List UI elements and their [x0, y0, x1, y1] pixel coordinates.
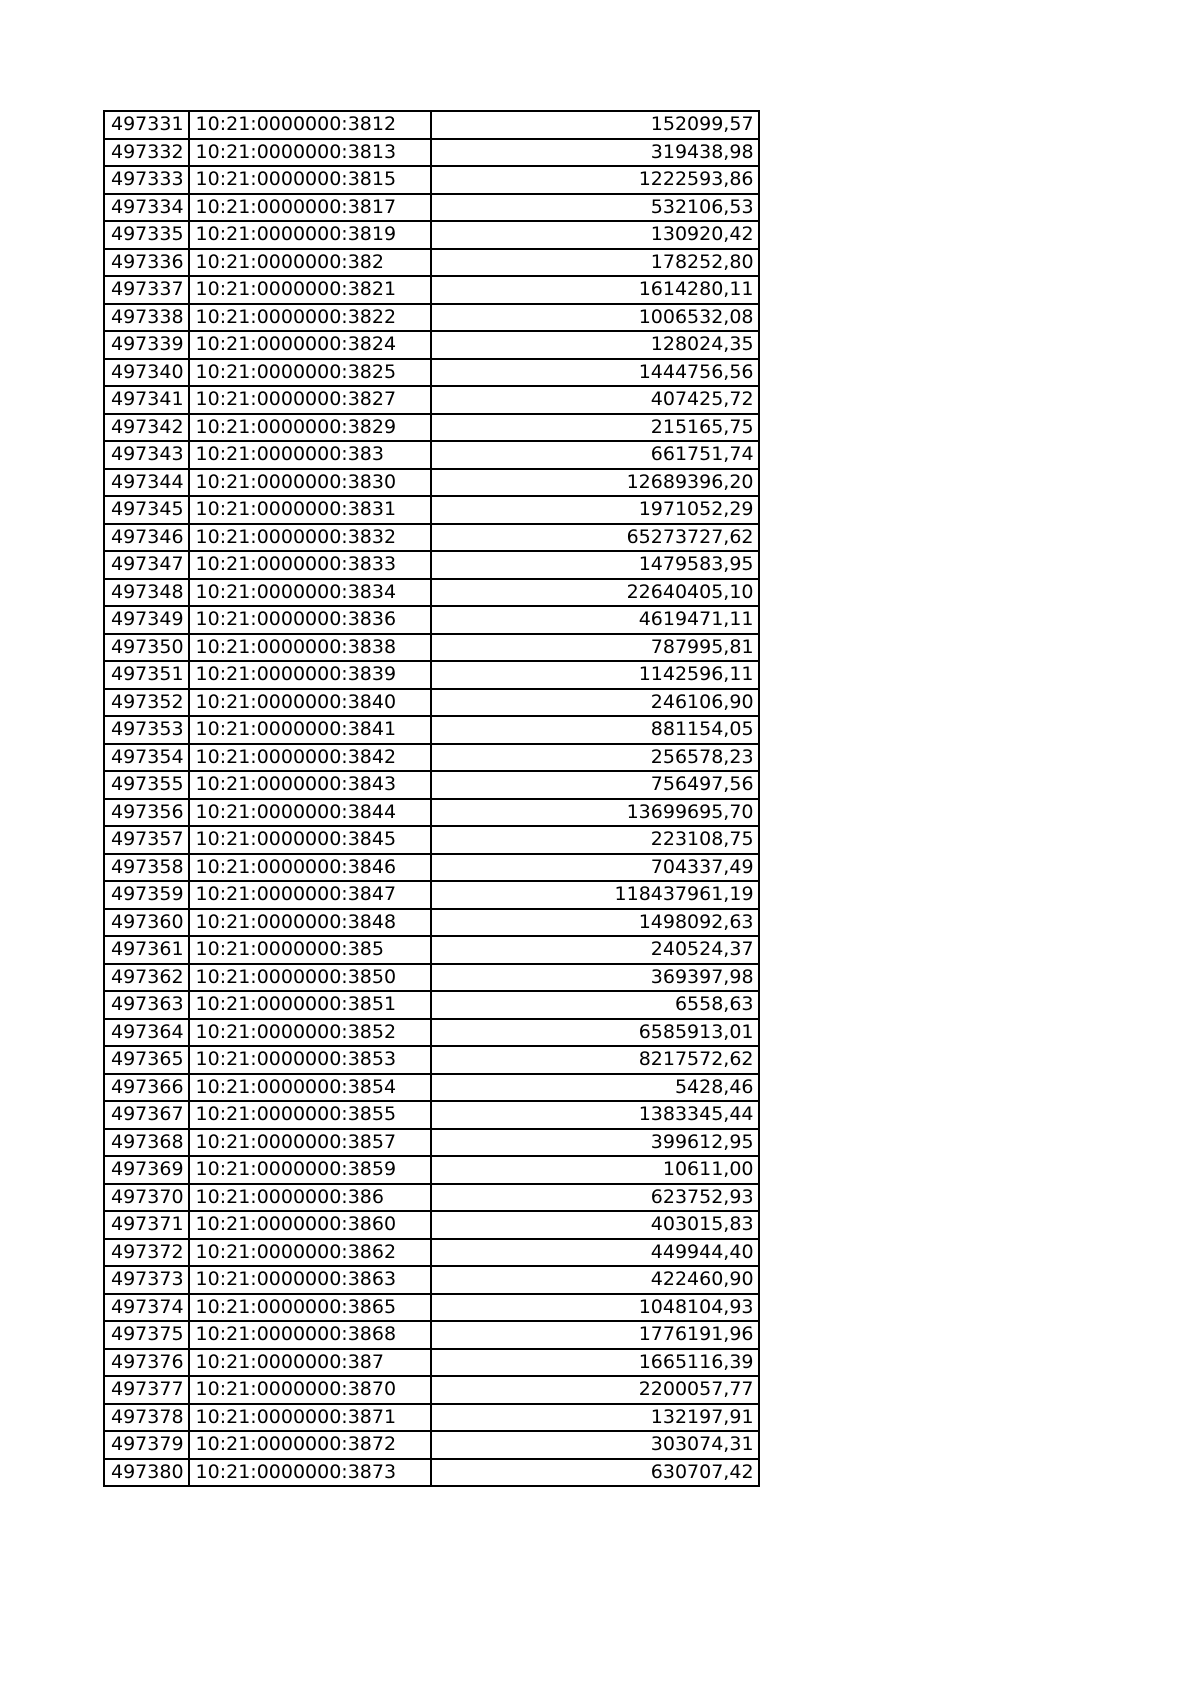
row-number-cell: 497370: [104, 1184, 189, 1212]
table-row: [104, 716, 759, 744]
cadastral-number-cell: 10:21:0000000:3842: [189, 744, 431, 772]
cadastral-value-cell: 1006532,08: [431, 304, 759, 332]
cadastral-value-cell: 240524,37: [431, 936, 759, 964]
row-number-cell: 497341: [104, 386, 189, 414]
cadastral-number-cell: 10:21:0000000:3847: [189, 881, 431, 909]
table-row: [104, 221, 759, 249]
cadastral-number-cell: 10:21:0000000:3829: [189, 414, 431, 442]
row-number-cell: 497347: [104, 551, 189, 579]
cadastral-number-cell: 10:21:0000000:3825: [189, 359, 431, 387]
cadastral-number-cell: 10:21:0000000:3831: [189, 496, 431, 524]
table-row: [104, 359, 759, 387]
row-number-cell: 497361: [104, 936, 189, 964]
cadastral-number-cell: 10:21:0000000:3840: [189, 689, 431, 717]
row-number-cell: 497334: [104, 194, 189, 222]
table-row: [104, 386, 759, 414]
row-number-cell: 497360: [104, 909, 189, 937]
table-row: [104, 276, 759, 304]
cadastral-number-cell: 10:21:0000000:3852: [189, 1019, 431, 1047]
cadastral-number-cell: 10:21:0000000:3870: [189, 1376, 431, 1404]
cadastral-value-cell: 1048104,93: [431, 1294, 759, 1322]
cadastral-value-cell: 5428,46: [431, 1074, 759, 1102]
cadastral-value-cell: 2200057,77: [431, 1376, 759, 1404]
row-number-cell: 497375: [104, 1321, 189, 1349]
cadastral-number-cell: 10:21:0000000:3873: [189, 1459, 431, 1487]
row-number-cell: 497378: [104, 1404, 189, 1432]
table-row: [104, 689, 759, 717]
cadastral-value-cell: 130920,42: [431, 221, 759, 249]
table-row: [104, 139, 759, 167]
cadastral-value-cell: 1614280,11: [431, 276, 759, 304]
cadastral-number-cell: 10:21:0000000:382: [189, 249, 431, 277]
cadastral-value-cell: 1383345,44: [431, 1101, 759, 1129]
cadastral-number-cell: 10:21:0000000:3872: [189, 1431, 431, 1459]
table-row: [104, 166, 759, 194]
table-row: [104, 909, 759, 937]
cadastral-number-cell: 10:21:0000000:3817: [189, 194, 431, 222]
row-number-cell: 497363: [104, 991, 189, 1019]
cadastral-value-cell: 1971052,29: [431, 496, 759, 524]
cadastral-number-cell: 10:21:0000000:3845: [189, 826, 431, 854]
cadastral-value-cell: 407425,72: [431, 386, 759, 414]
table-row: [104, 1294, 759, 1322]
row-number-cell: 497353: [104, 716, 189, 744]
cadastral-value-cell: 1444756,56: [431, 359, 759, 387]
cadastral-number-cell: 10:21:0000000:3853: [189, 1046, 431, 1074]
cadastral-number-cell: 10:21:0000000:3841: [189, 716, 431, 744]
cadastral-value-cell: 4619471,11: [431, 606, 759, 634]
table-row: [104, 771, 759, 799]
row-number-cell: 497362: [104, 964, 189, 992]
row-number-cell: 497336: [104, 249, 189, 277]
row-number-cell: 497374: [104, 1294, 189, 1322]
cadastral-number-cell: 10:21:0000000:387: [189, 1349, 431, 1377]
cadastral-value-cell: 303074,31: [431, 1431, 759, 1459]
cadastral-number-cell: 10:21:0000000:3860: [189, 1211, 431, 1239]
table-row: [104, 194, 759, 222]
cadastral-number-cell: 10:21:0000000:3827: [189, 386, 431, 414]
table-row: [104, 1129, 759, 1157]
table-row: [104, 606, 759, 634]
cadastral-number-cell: 10:21:0000000:3813: [189, 139, 431, 167]
cadastral-value-cell: 399612,95: [431, 1129, 759, 1157]
cadastral-number-cell: 10:21:0000000:3862: [189, 1239, 431, 1267]
table-row: [104, 249, 759, 277]
cadastral-number-cell: 10:21:0000000:3854: [189, 1074, 431, 1102]
cadastral-value-cell: 403015,83: [431, 1211, 759, 1239]
table-row: [104, 1211, 759, 1239]
row-number-cell: 497337: [104, 276, 189, 304]
row-number-cell: 497367: [104, 1101, 189, 1129]
table-row: [104, 661, 759, 689]
row-number-cell: 497343: [104, 441, 189, 469]
cadastral-number-cell: 10:21:0000000:3838: [189, 634, 431, 662]
row-number-cell: 497332: [104, 139, 189, 167]
cadastral-number-cell: 10:21:0000000:3822: [189, 304, 431, 332]
cadastral-value-cell: 6585913,01: [431, 1019, 759, 1047]
table-row: [104, 854, 759, 882]
table-row: [104, 1074, 759, 1102]
cadastral-value-cell: 132197,91: [431, 1404, 759, 1432]
cadastral-number-cell: 10:21:0000000:3851: [189, 991, 431, 1019]
cadastral-number-cell: 10:21:0000000:3819: [189, 221, 431, 249]
table-row: [104, 1459, 759, 1487]
cadastral-value-cell: 369397,98: [431, 964, 759, 992]
table-row: [104, 936, 759, 964]
table-row: [104, 551, 759, 579]
cadastral-value-cell: 12689396,20: [431, 469, 759, 497]
cadastral-value-cell: 623752,93: [431, 1184, 759, 1212]
row-number-cell: 497333: [104, 166, 189, 194]
cadastral-number-cell: 10:21:0000000:385: [189, 936, 431, 964]
cadastral-value-cell: 704337,49: [431, 854, 759, 882]
table-row: [104, 579, 759, 607]
cadastral-number-cell: 10:21:0000000:3863: [189, 1266, 431, 1294]
table-row: [104, 881, 759, 909]
cadastral-number-cell: 10:21:0000000:3850: [189, 964, 431, 992]
row-number-cell: 497379: [104, 1431, 189, 1459]
cadastral-value-cell: 319438,98: [431, 139, 759, 167]
cadastral-value-cell: 128024,35: [431, 331, 759, 359]
table-row: [104, 1019, 759, 1047]
table-row: [104, 1184, 759, 1212]
table-row: [104, 1404, 759, 1432]
cadastral-value-cell: 449944,40: [431, 1239, 759, 1267]
row-number-cell: 497349: [104, 606, 189, 634]
table-row: [104, 441, 759, 469]
cadastral-value-cell: 630707,42: [431, 1459, 759, 1487]
table-row: [104, 304, 759, 332]
row-number-cell: 497369: [104, 1156, 189, 1184]
table-row: [104, 1101, 759, 1129]
cadastral-number-cell: 10:21:0000000:3857: [189, 1129, 431, 1157]
cadastral-value-cell: 6558,63: [431, 991, 759, 1019]
cadastral-number-cell: 10:21:0000000:3865: [189, 1294, 431, 1322]
cadastral-number-cell: 10:21:0000000:3815: [189, 166, 431, 194]
row-number-cell: 497352: [104, 689, 189, 717]
cadastral-value-cell: 532106,53: [431, 194, 759, 222]
cadastral-number-cell: 10:21:0000000:3868: [189, 1321, 431, 1349]
row-number-cell: 497331: [104, 111, 189, 139]
cadastral-number-cell: 10:21:0000000:3824: [189, 331, 431, 359]
table-row: [104, 799, 759, 827]
row-number-cell: 497373: [104, 1266, 189, 1294]
cadastral-value-cell: 246106,90: [431, 689, 759, 717]
row-number-cell: 497366: [104, 1074, 189, 1102]
table-row: [104, 1431, 759, 1459]
row-number-cell: 497371: [104, 1211, 189, 1239]
table-row: [104, 469, 759, 497]
cadastral-number-cell: 10:21:0000000:3836: [189, 606, 431, 634]
cadastral-value-cell: 1479583,95: [431, 551, 759, 579]
cadastral-number-cell: 10:21:0000000:3844: [189, 799, 431, 827]
cadastral-value-cell: 22640405,10: [431, 579, 759, 607]
cadastral-value-cell: 661751,74: [431, 441, 759, 469]
cadastral-value-cell: 787995,81: [431, 634, 759, 662]
row-number-cell: 497339: [104, 331, 189, 359]
row-number-cell: 497376: [104, 1349, 189, 1377]
cadastral-value-cell: 223108,75: [431, 826, 759, 854]
cadastral-value-cell: 65273727,62: [431, 524, 759, 552]
table-row: [104, 496, 759, 524]
cadastral-number-cell: 10:21:0000000:3848: [189, 909, 431, 937]
table-row: [104, 111, 759, 139]
table-row: [104, 1266, 759, 1294]
cadastral-number-cell: 10:21:0000000:3830: [189, 469, 431, 497]
row-number-cell: 497364: [104, 1019, 189, 1047]
cadastral-number-cell: 10:21:0000000:3871: [189, 1404, 431, 1432]
cadastral-value-cell: 256578,23: [431, 744, 759, 772]
table-row: [104, 524, 759, 552]
cadastral-value-cell: 1222593,86: [431, 166, 759, 194]
cadastral-number-cell: 10:21:0000000:383: [189, 441, 431, 469]
cadastral-number-cell: 10:21:0000000:3832: [189, 524, 431, 552]
cadastral-number-cell: 10:21:0000000:3846: [189, 854, 431, 882]
cadastral-value-cell: 1665116,39: [431, 1349, 759, 1377]
row-number-cell: 497351: [104, 661, 189, 689]
row-number-cell: 497346: [104, 524, 189, 552]
row-number-cell: 497354: [104, 744, 189, 772]
cadastral-value-cell: 1776191,96: [431, 1321, 759, 1349]
cadastral-value-cell: 756497,56: [431, 771, 759, 799]
cadastral-value-cell: 1142596,11: [431, 661, 759, 689]
row-number-cell: 497365: [104, 1046, 189, 1074]
row-number-cell: 497335: [104, 221, 189, 249]
row-number-cell: 497377: [104, 1376, 189, 1404]
row-number-cell: 497372: [104, 1239, 189, 1267]
cadastral-number-cell: 10:21:0000000:3855: [189, 1101, 431, 1129]
cadastral-value-cell: 881154,05: [431, 716, 759, 744]
cadastral-value-cell: 118437961,19: [431, 881, 759, 909]
table-row: [104, 331, 759, 359]
cadastral-value-cell: 13699695,70: [431, 799, 759, 827]
cadastral-value-cell: 422460,90: [431, 1266, 759, 1294]
row-number-cell: 497355: [104, 771, 189, 799]
table-row: [104, 1376, 759, 1404]
cadastral-number-cell: 10:21:0000000:3812: [189, 111, 431, 139]
cadastral-number-cell: 10:21:0000000:3859: [189, 1156, 431, 1184]
cadastral-value-cell: 152099,57: [431, 111, 759, 139]
row-number-cell: 497356: [104, 799, 189, 827]
cadastral-value-cell: 178252,80: [431, 249, 759, 277]
table-row: [104, 964, 759, 992]
cadastral-value-cell: 215165,75: [431, 414, 759, 442]
row-number-cell: 497368: [104, 1129, 189, 1157]
row-number-cell: 497357: [104, 826, 189, 854]
row-number-cell: 497358: [104, 854, 189, 882]
row-number-cell: 497359: [104, 881, 189, 909]
cadastral-number-cell: 10:21:0000000:3833: [189, 551, 431, 579]
table-row: [104, 826, 759, 854]
cadastral-number-cell: 10:21:0000000:3834: [189, 579, 431, 607]
table-row: [104, 1046, 759, 1074]
row-number-cell: 497345: [104, 496, 189, 524]
table-row: [104, 634, 759, 662]
table-row: [104, 744, 759, 772]
row-number-cell: 497338: [104, 304, 189, 332]
row-number-cell: 497348: [104, 579, 189, 607]
row-number-cell: 497340: [104, 359, 189, 387]
row-number-cell: 497380: [104, 1459, 189, 1487]
table-row: [104, 1239, 759, 1267]
cadastral-value-cell: 10611,00: [431, 1156, 759, 1184]
cadastral-number-cell: 10:21:0000000:3843: [189, 771, 431, 799]
table-row: [104, 991, 759, 1019]
table-row: [104, 414, 759, 442]
table-row: [104, 1321, 759, 1349]
cadastral-number-cell: 10:21:0000000:3839: [189, 661, 431, 689]
table-row: [104, 1349, 759, 1377]
table-row: [104, 1156, 759, 1184]
cadastral-value-cell: 1498092,63: [431, 909, 759, 937]
cadastral-number-cell: 10:21:0000000:3821: [189, 276, 431, 304]
cadastral-number-cell: 10:21:0000000:386: [189, 1184, 431, 1212]
cadastral-value-cell: 8217572,62: [431, 1046, 759, 1074]
row-number-cell: 497344: [104, 469, 189, 497]
row-number-cell: 497342: [104, 414, 189, 442]
cadastral-value-table: [103, 110, 760, 1487]
table-body: [104, 111, 759, 1486]
row-number-cell: 497350: [104, 634, 189, 662]
